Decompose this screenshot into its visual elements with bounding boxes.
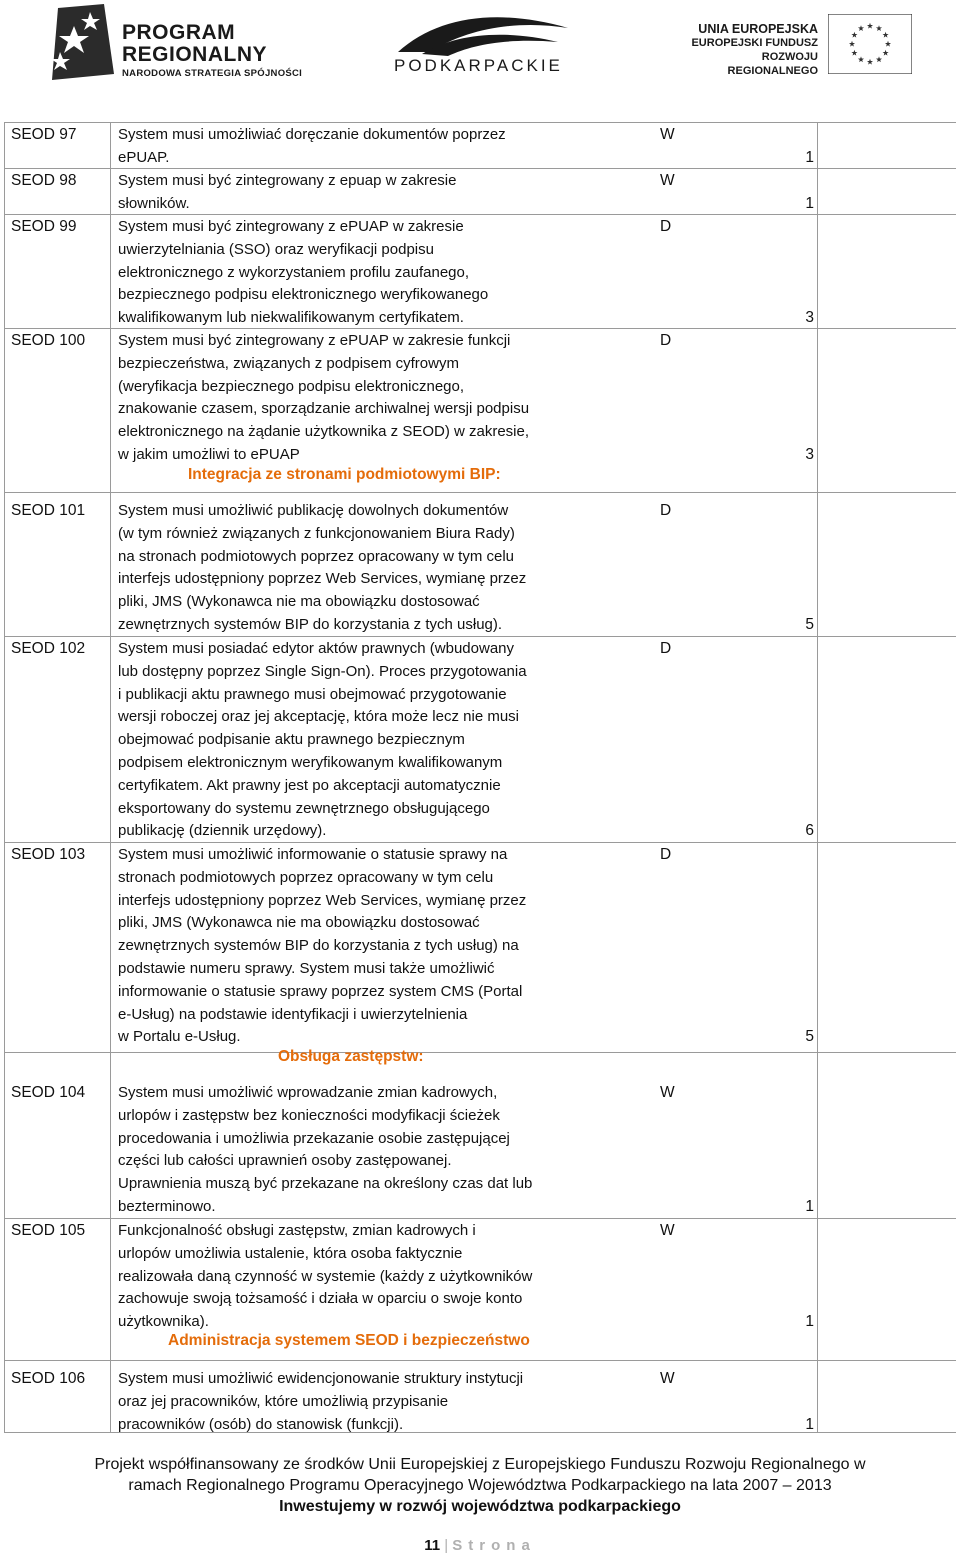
requirement-weight: 5	[805, 1028, 814, 1046]
requirement-id: SEOD 103	[11, 846, 86, 863]
requirement-id: SEOD 104	[11, 1084, 86, 1101]
requirement-description-line: System musi umożliwić informowanie o statusie sprawy na	[118, 846, 508, 863]
requirement-description-line: obejmować podpisanie aktu prawnego bezpiecznym	[118, 731, 465, 749]
requirement-weight: 1	[805, 1313, 814, 1331]
requirement-description-line: bezterminowo.	[118, 1197, 216, 1215]
eu-line1: UNIA EUROPEJSKA	[698, 22, 818, 36]
requirement-description-line: pracowników (osób) do stanowisk (funkcji).	[118, 1415, 404, 1433]
requirement-id: SEOD 98	[11, 172, 77, 189]
program-regionalny-logo	[44, 4, 304, 82]
requirement-description	[118, 170, 586, 216]
requirement-id: SEOD 100	[11, 332, 86, 349]
requirement-priority: D	[660, 332, 672, 349]
program-title-line2: REGIONALNY	[122, 43, 268, 66]
requirement-description-line: elektronicznego z wykorzystaniem profilu zaufanego,	[118, 263, 470, 281]
eu-line2: EUROPEJSKI FUNDUSZ	[691, 37, 818, 49]
page-header	[0, 0, 960, 96]
program-title-line1: PROGRAM	[122, 21, 236, 44]
requirement-description-line: interfejs udostępniony poprzez Web Services, wymianę przez	[118, 570, 527, 588]
requirement-id: SEOD 105	[11, 1222, 86, 1239]
page-number	[0, 1537, 960, 1554]
section-header-substitutions: Obsługa zastępstw:	[278, 1048, 424, 1065]
table-row-border	[4, 122, 956, 123]
eu-logo	[680, 14, 940, 77]
table-column-border	[110, 122, 111, 1432]
requirement-description-line: stronach podmiotowych poprzez opracowany w tym celu	[118, 868, 494, 886]
requirement-description-line: urlopów i zastępstw bez konieczności modyfikacji ścieżek	[118, 1106, 500, 1124]
requirement-description	[118, 1368, 586, 1436]
requirement-description-line: oraz jej pracowników, które umożliwią przypisanie	[118, 1392, 449, 1410]
requirement-description-line: na stronach podmiotowych poprzez opracowany w tym celu	[118, 547, 515, 565]
requirement-priority: W	[660, 172, 675, 189]
requirement-description-line: słowników.	[118, 194, 190, 212]
requirement-id: SEOD 106	[11, 1370, 86, 1387]
requirement-description-line: zachowuje swoją tożsamość i działa w oparciu o swoje konto	[118, 1290, 523, 1308]
requirement-description-line: interfejs udostępniony poprzez Web Services, wymianę przez	[118, 891, 527, 909]
requirement-weight: 3	[805, 446, 814, 463]
requirement-description-line: kwalifikowanym lub niekwalifikowanym certyfikatem.	[118, 309, 464, 327]
section-header-bip: Integracja ze stronami podmiotowymi BIP:	[188, 466, 501, 483]
requirement-description-line: znakowanie czasem, sporządzanie archiwalnej wersji podpisu	[118, 400, 530, 418]
podkarpackie-wing-icon	[378, 8, 578, 58]
page-number-separator: |	[444, 1537, 449, 1554]
requirement-description-line: informowanie o statusie sprawy poprzez system CMS (Portal	[118, 982, 523, 1000]
requirement-weight: 5	[805, 616, 814, 633]
requirement-description-line: zewnętrznych systemów BIP do korzystania z tych usług) na	[118, 937, 519, 955]
requirement-description	[118, 500, 586, 637]
requirement-description-line: podpisem elektronicznym weryfikowanym kwalifikowanym	[118, 753, 503, 771]
page-number-word: Strona	[452, 1537, 536, 1554]
requirement-description-line: użytkownika).	[118, 1313, 209, 1331]
footer-line3: Inwestujemy w rozwój województwa podkarpackiego	[279, 1498, 681, 1515]
requirement-description	[118, 1220, 586, 1334]
requirement-description-line: zewnętrznych systemów BIP do korzystania z tych usług).	[118, 615, 503, 633]
requirement-weight: 1	[805, 1415, 814, 1433]
requirement-description-line: publikację (dziennik urzędowy).	[118, 822, 327, 840]
requirement-description	[118, 124, 586, 170]
requirement-weight: 1	[805, 1198, 814, 1215]
page-number-value: 11	[424, 1537, 441, 1554]
requirement-id: SEOD 102	[11, 640, 86, 657]
requirement-description-line: (w tym również związanych z funkcjonowaniem Biura Rady)	[118, 524, 515, 542]
requirement-description-line: eksportowany do systemu zewnętrznego obsługującego	[118, 799, 490, 817]
requirement-description-line: ePUAP.	[118, 148, 170, 166]
requirement-description-line: Uprawnienia muszą być przekazane na określony czas dat lub	[118, 1175, 533, 1193]
page-footer	[0, 1454, 960, 1517]
requirement-id: SEOD 99	[11, 218, 77, 235]
footer-line2: ramach Regionalnego Programu Operacyjnego Województwa Podkarpackiego na lata 2007 – 2013	[128, 1477, 832, 1494]
requirement-priority: W	[660, 1084, 675, 1101]
requirement-description-line: realizowała daną czynność w systemie (każdy z użytkowników	[118, 1267, 533, 1285]
requirement-priority: D	[660, 502, 672, 519]
eu-line3: ROZWOJU REGIONALNEGO	[727, 51, 818, 77]
requirement-description-line: (weryfikacja bezpiecznego podpisu elektronicznego,	[118, 377, 465, 395]
requirement-priority: W	[660, 1222, 675, 1239]
requirement-description-line: podstawie numeru sprawy. System musi także umożliwić	[118, 959, 495, 977]
requirement-description	[118, 330, 586, 467]
requirement-description-line: części lub całości uprawnień osoby zastępowanej.	[118, 1152, 452, 1170]
requirement-description-line: pliki, JMS (Wykonawca nie ma obowiązku dostosować	[118, 914, 480, 932]
podkarpackie-text: PODKARPACKIE	[394, 56, 563, 75]
requirement-description-line: System musi umożliwiać doręczanie dokumentów poprzez	[118, 126, 506, 143]
requirement-description-line: wersji roboczej oraz jej akceptację, która może lecz nie musi	[118, 708, 519, 726]
requirement-description-line: i publikacji aktu prawnego musi obejmować przygotowanie	[118, 685, 507, 703]
requirement-priority: W	[660, 1370, 675, 1387]
requirement-weight: 6	[805, 822, 814, 840]
requirement-description-line: procedowania i umożliwia przekazanie osobie zastępującej	[118, 1129, 510, 1147]
requirement-id: SEOD 101	[11, 502, 86, 519]
requirement-description-line: w Portalu e-Usług.	[118, 1028, 241, 1046]
table-column-border	[4, 122, 5, 1432]
program-regionalny-emblem-icon	[44, 4, 120, 82]
podkarpackie-logo	[378, 8, 578, 78]
requirement-priority: D	[660, 218, 672, 235]
eu-flag-icon	[828, 14, 912, 74]
requirement-description-line: pliki, JMS (Wykonawca nie ma obowiązku dostosować	[118, 593, 480, 611]
requirement-description	[118, 216, 586, 330]
requirement-description-line: urlopów umożliwia ustalenie, która osoba faktycznie	[118, 1244, 463, 1262]
requirement-description-line: Funkcjonalność obsługi zastępstw, zmian kadrowych i	[118, 1222, 476, 1239]
requirement-description-line: System musi umożliwić publikację dowolnych dokumentów	[118, 502, 509, 519]
requirement-description	[118, 844, 586, 1049]
requirement-description-line: lub dostępny poprzez Single Sign-On). Proces przygotowania	[118, 662, 527, 680]
requirement-description	[118, 1082, 586, 1219]
requirement-description-line: elektronicznego na żądanie użytkownika z SEOD) w zakresie,	[118, 423, 530, 441]
table-row-border	[4, 492, 956, 493]
requirement-description-line: System musi być zintegrowany z ePUAP w zakresie funkcji	[118, 332, 511, 349]
requirement-description-line: System musi umożliwić ewidencjonowanie struktury instytucji	[118, 1370, 524, 1387]
requirement-priority: W	[660, 126, 675, 143]
requirement-description-line: bezpieczeństwa, związanych z podpisem cyfrowym	[118, 354, 459, 372]
requirement-description-line: bezpiecznego podpisu elektronicznego weryfikowanego	[118, 286, 489, 304]
requirement-weight: 3	[805, 309, 814, 327]
requirement-weight: 1	[805, 194, 814, 212]
requirement-priority: D	[660, 846, 672, 863]
requirement-description-line: e-Usług) na podstawie identyfikacji i uwierzytelnienia	[118, 1005, 468, 1023]
requirement-description-line: System musi umożliwić wprowadzanie zmian kadrowych,	[118, 1084, 498, 1101]
footer-line1: Projekt współfinansowany ze środków Unii Europejskiej z Europejskiego Funduszu Rozwoju Regionalnego w	[94, 1456, 866, 1473]
requirement-description-line: System musi być zintegrowany z ePUAP w zakresie	[118, 218, 464, 235]
requirement-description-line: certyfikatem. Akt prawny jest po akceptacji automatycznie	[118, 776, 501, 794]
requirement-priority: D	[660, 640, 672, 657]
program-regionalny-title	[122, 22, 267, 66]
requirements-table	[4, 122, 956, 1432]
requirement-description-line: w jakim umożliwi to ePUAP	[118, 445, 300, 463]
requirement-description-line: System musi posiadać edytor aktów prawnych (wbudowany	[118, 640, 515, 657]
requirement-description	[118, 638, 586, 843]
table-row-border	[4, 1360, 956, 1361]
requirement-description-line: System musi być zintegrowany z epuap w zakresie	[118, 172, 457, 189]
eu-text	[680, 22, 818, 78]
program-subtitle: NARODOWA STRATEGIA SPÓJNOŚCI	[122, 68, 303, 79]
requirement-id: SEOD 97	[11, 126, 77, 143]
requirement-description-line: uwierzytelniania (SSO) oraz weryfikacji podpisu	[118, 240, 434, 258]
table-row-border	[4, 1052, 956, 1053]
table-column-border	[817, 122, 818, 1432]
section-header-admin: Administracja systemem SEOD i bezpieczeństwo	[168, 1332, 530, 1349]
requirement-weight: 1	[805, 148, 814, 166]
